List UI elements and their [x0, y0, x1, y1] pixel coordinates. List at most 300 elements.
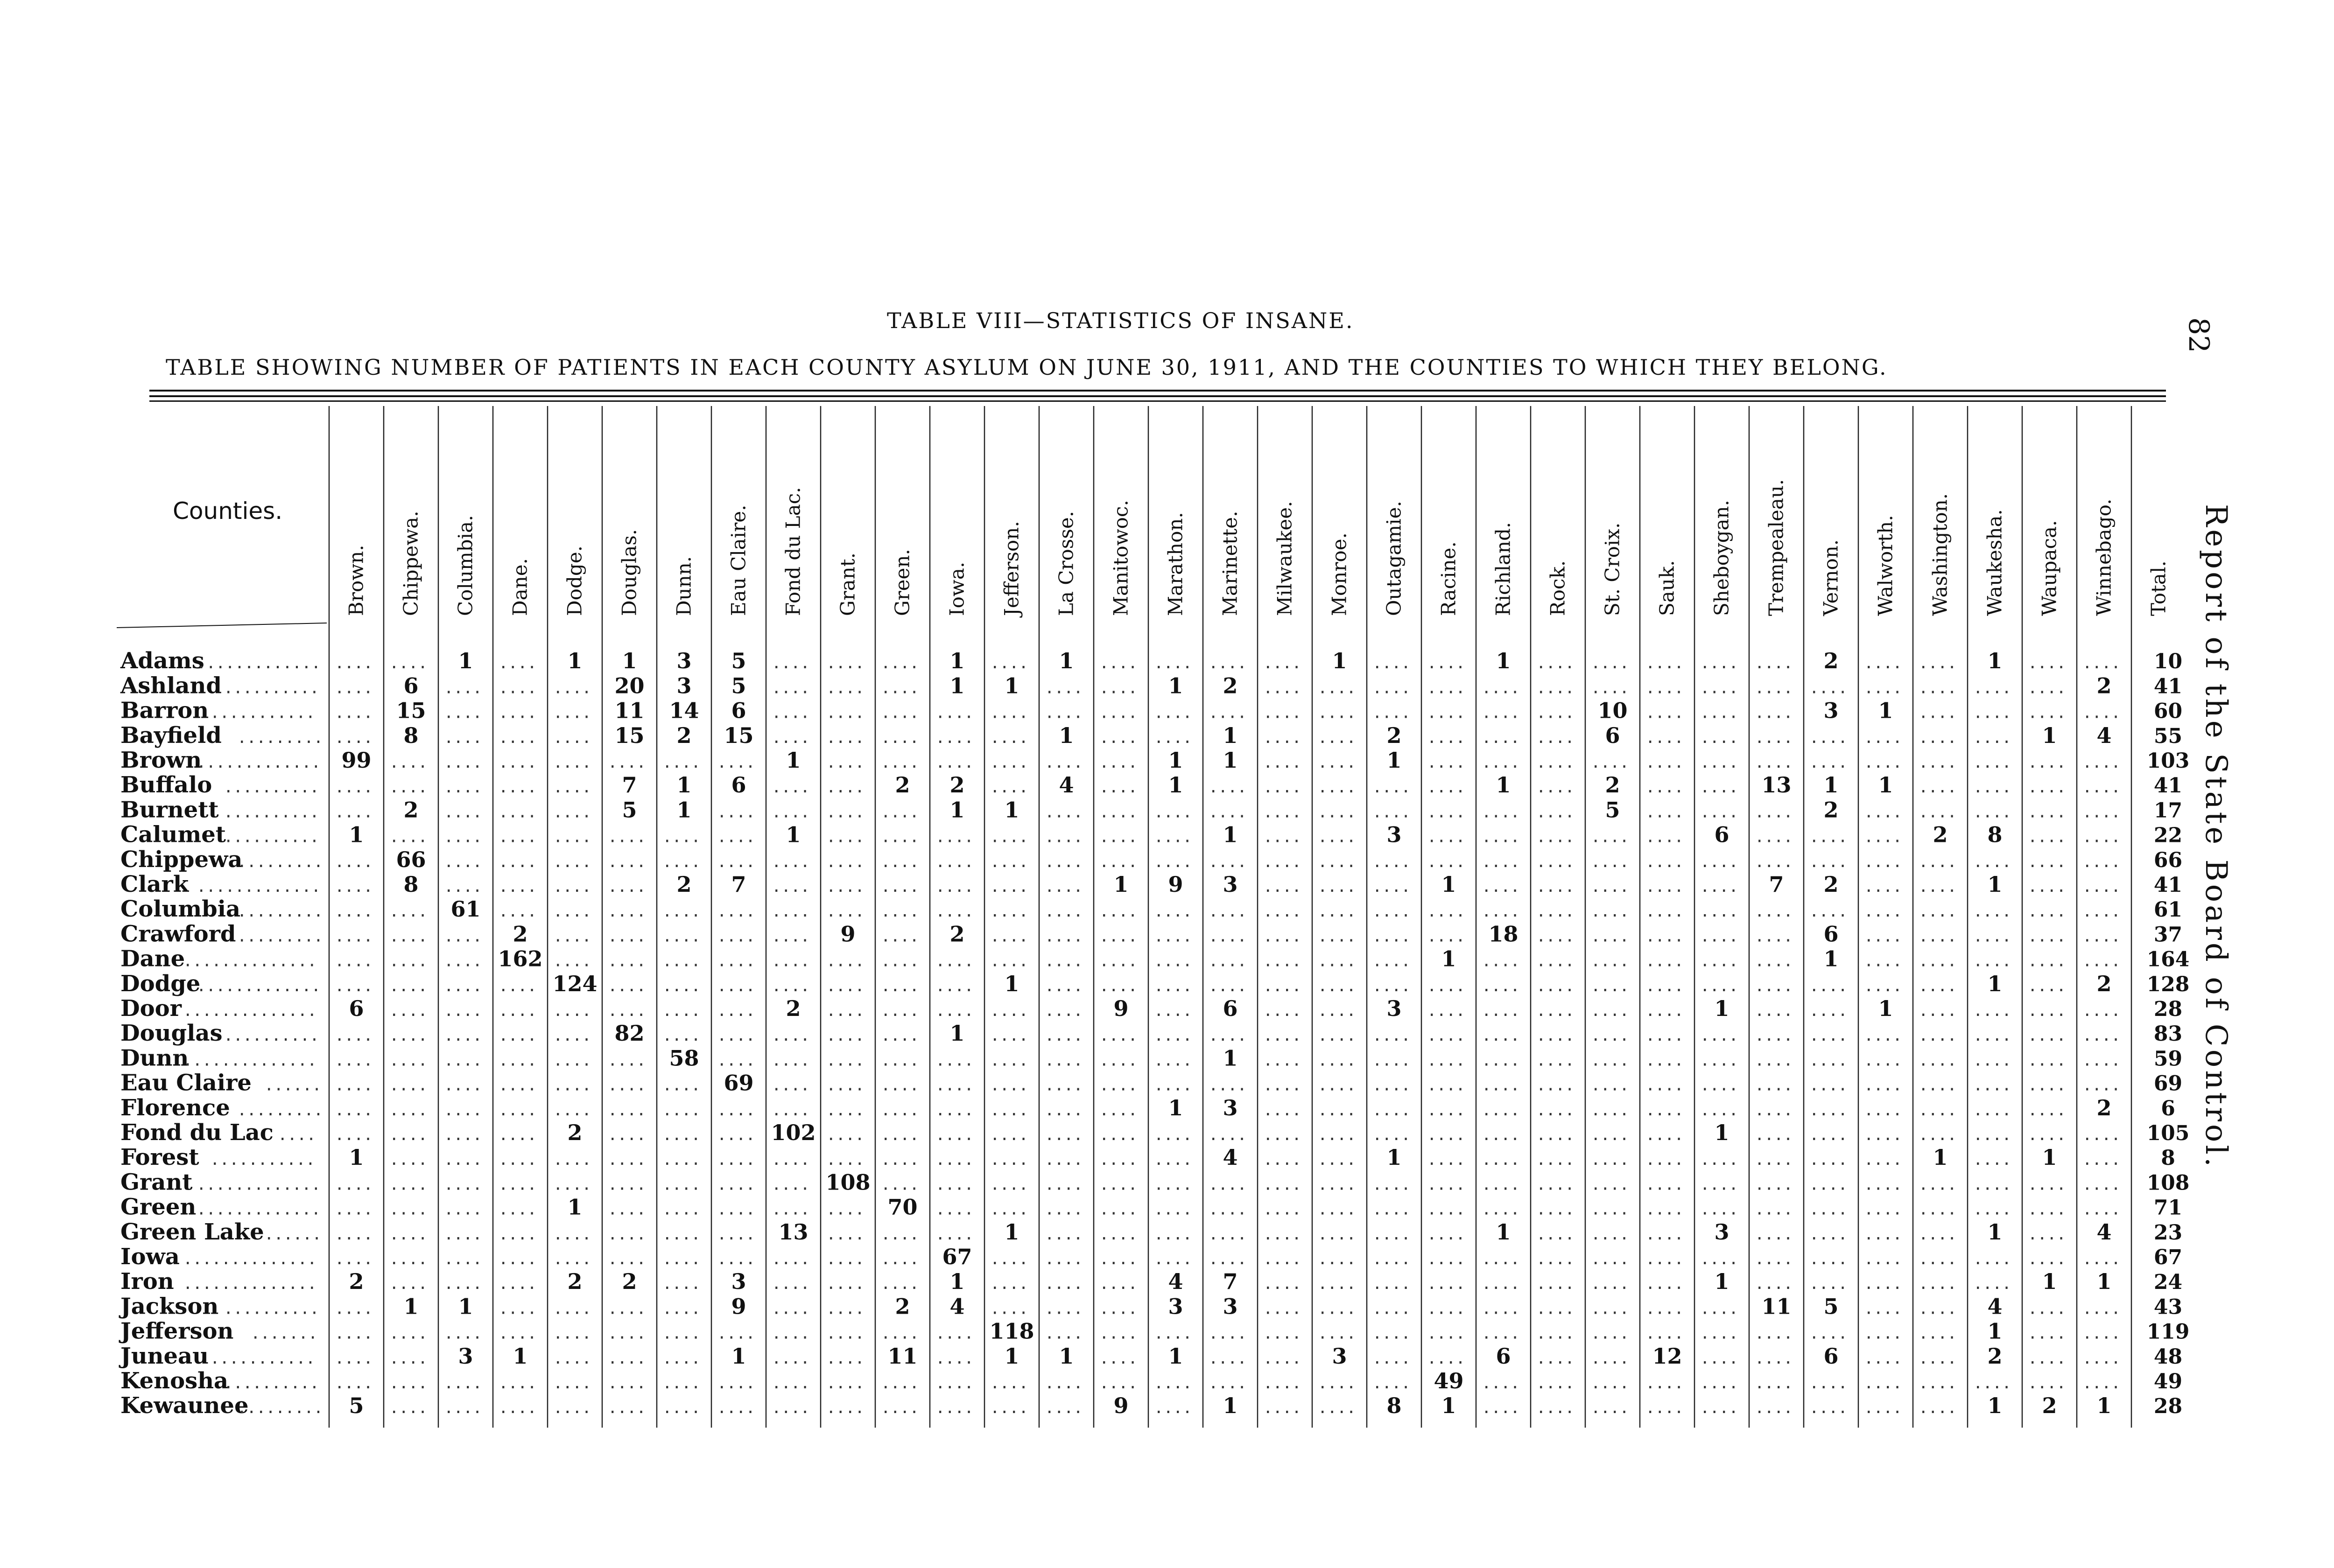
empty-cell-dots: ....: [662, 1150, 701, 1169]
empty-cell-dots: ....: [881, 1001, 919, 1021]
empty-cell-dots: ....: [881, 1076, 919, 1095]
cell-value: 1: [458, 648, 473, 674]
cell-value: 58: [669, 1045, 699, 1071]
empty-cell-dots: ....: [499, 852, 537, 871]
empty-cell-dots: ....: [1099, 679, 1138, 698]
empty-cell-dots: ....: [826, 1026, 865, 1045]
empty-cell-dots: ....: [389, 1051, 428, 1070]
empty-cell-dots: ....: [499, 902, 537, 921]
page-number: 82: [2182, 317, 2215, 353]
cell-value: 1: [1168, 673, 1183, 699]
empty-cell-dots: ....: [2082, 803, 2121, 822]
empty-cell-dots: ....: [2028, 1349, 2066, 1368]
column-header: Washington.: [1928, 493, 1952, 616]
empty-cell-dots: ....: [881, 679, 919, 698]
row-total: 55: [2153, 724, 2183, 748]
empty-cell-dots: ....: [1482, 1076, 1520, 1095]
row-total: 17: [2153, 798, 2183, 823]
cell-value: 1: [1823, 772, 1839, 798]
empty-cell-dots: ....: [1919, 803, 1957, 822]
county-label: Ashland: [120, 672, 222, 699]
empty-cell-dots: ....: [990, 1299, 1028, 1318]
leader-dots: .........: [237, 902, 323, 921]
empty-cell-dots: ....: [1154, 1026, 1192, 1045]
empty-cell-dots: ....: [2082, 1324, 2121, 1343]
empty-cell-dots: ....: [1919, 1274, 1957, 1294]
empty-cell-dots: ....: [1372, 1026, 1411, 1045]
cell-value: 2: [2096, 673, 2112, 699]
cell-value: 1: [1223, 822, 1238, 847]
empty-cell-dots: ....: [1427, 1100, 1465, 1120]
empty-cell-dots: ....: [1318, 1399, 1356, 1418]
empty-cell-dots: ....: [1919, 679, 1957, 698]
empty-cell-dots: ....: [1973, 1100, 2011, 1120]
empty-cell-dots: ....: [1645, 1150, 1684, 1169]
cell-value: 1: [1004, 673, 1019, 699]
empty-cell-dots: ....: [1919, 1200, 1957, 1219]
empty-cell-dots: ....: [990, 927, 1028, 946]
empty-cell-dots: ....: [1154, 1175, 1192, 1194]
empty-cell-dots: ....: [717, 1150, 755, 1169]
empty-cell-dots: ....: [826, 902, 865, 921]
cell-value: 9: [840, 921, 856, 947]
empty-cell-dots: ....: [1045, 1175, 1083, 1194]
empty-cell-dots: ....: [1864, 1250, 1902, 1269]
empty-cell-dots: ....: [1645, 1324, 1684, 1343]
empty-cell-dots: ....: [389, 1175, 428, 1194]
empty-cell-dots: ....: [1318, 1150, 1356, 1169]
empty-cell-dots: ....: [1755, 654, 1793, 673]
empty-cell-dots: ....: [1536, 1374, 1575, 1393]
empty-cell-dots: ....: [335, 1200, 373, 1219]
empty-cell-dots: ....: [1536, 1250, 1575, 1269]
empty-cell-dots: ....: [1372, 1200, 1411, 1219]
empty-cell-dots: ....: [2028, 1374, 2066, 1393]
empty-cell-dots: ....: [1809, 1026, 1848, 1045]
cell-value: 1: [1386, 1145, 1402, 1170]
column-header: Sauk.: [1655, 560, 1679, 616]
empty-cell-dots: ....: [1809, 728, 1848, 747]
column-header: Rock.: [1546, 560, 1569, 616]
column-header: Waupaca.: [2038, 520, 2061, 616]
empty-cell-dots: ....: [2028, 1250, 2066, 1269]
empty-cell-dots: ....: [1755, 927, 1793, 946]
empty-cell-dots: ....: [826, 1274, 865, 1294]
empty-cell-dots: ....: [1482, 1001, 1520, 1021]
cell-value: 3: [731, 1269, 746, 1295]
empty-cell-dots: ....: [1263, 1225, 1301, 1244]
empty-cell-dots: ....: [1536, 1299, 1575, 1318]
empty-cell-dots: ....: [1209, 1324, 1247, 1343]
column-header: Grant.: [836, 553, 859, 616]
empty-cell-dots: ....: [662, 1001, 701, 1021]
empty-cell-dots: ....: [1700, 753, 1738, 772]
empty-cell-dots: ....: [1973, 728, 2011, 747]
row-total: 6: [2161, 1096, 2175, 1120]
empty-cell-dots: ....: [1099, 827, 1138, 847]
cell-value: 82: [614, 1021, 645, 1046]
empty-cell-dots: ....: [1372, 679, 1411, 698]
empty-cell-dots: ....: [1591, 1200, 1629, 1219]
empty-cell-dots: ....: [772, 703, 810, 722]
empty-cell-dots: ....: [1809, 1225, 1848, 1244]
empty-cell-dots: ....: [1482, 1374, 1520, 1393]
empty-cell-dots: ....: [1700, 778, 1738, 797]
empty-cell-dots: ....: [1919, 1051, 1957, 1070]
empty-cell-dots: ....: [1973, 1274, 2011, 1294]
cell-value: 1: [1332, 648, 1347, 674]
empty-cell-dots: ....: [1154, 703, 1192, 722]
empty-cell-dots: ....: [1427, 1051, 1465, 1070]
empty-cell-dots: ....: [990, 1274, 1028, 1294]
empty-cell-dots: ....: [1209, 1374, 1247, 1393]
empty-cell-dots: ....: [499, 778, 537, 797]
empty-cell-dots: ....: [717, 852, 755, 871]
empty-cell-dots: ....: [1755, 1001, 1793, 1021]
empty-cell-dots: ....: [1645, 1100, 1684, 1120]
leader-dots: .............: [197, 1175, 321, 1194]
empty-cell-dots: ....: [1099, 976, 1138, 995]
empty-cell-dots: ....: [772, 1200, 810, 1219]
empty-cell-dots: ....: [1536, 1100, 1575, 1120]
empty-cell-dots: ....: [935, 703, 974, 722]
empty-cell-dots: ....: [1263, 877, 1301, 896]
column-header: Manitowoc.: [1109, 500, 1132, 616]
empty-cell-dots: ....: [1482, 1200, 1520, 1219]
empty-cell-dots: ....: [1919, 1026, 1957, 1045]
empty-cell-dots: ....: [1973, 1026, 2011, 1045]
empty-cell-dots: ....: [1700, 1175, 1738, 1194]
empty-cell-dots: ....: [499, 1324, 537, 1343]
row-total: 41: [2153, 674, 2183, 699]
empty-cell-dots: ....: [1263, 1076, 1301, 1095]
empty-cell-dots: ....: [1536, 902, 1575, 921]
cell-value: 2: [567, 1269, 583, 1295]
empty-cell-dots: ....: [1372, 1100, 1411, 1120]
empty-cell-dots: ....: [990, 1399, 1028, 1418]
empty-cell-dots: ....: [1154, 902, 1192, 921]
empty-cell-dots: ....: [2028, 1299, 2066, 1318]
empty-cell-dots: ....: [662, 1126, 701, 1145]
empty-cell-dots: ....: [826, 827, 865, 847]
empty-cell-dots: ....: [1919, 1076, 1957, 1095]
empty-cell-dots: ....: [935, 827, 974, 847]
empty-cell-dots: ....: [2028, 1001, 2066, 1021]
empty-cell-dots: ....: [826, 1299, 865, 1318]
cell-value: 2: [1823, 797, 1839, 823]
empty-cell-dots: ....: [499, 654, 537, 673]
cell-value: 6: [403, 673, 419, 699]
cell-value: 2: [1223, 673, 1238, 699]
empty-cell-dots: ....: [444, 852, 482, 871]
empty-cell-dots: ....: [662, 1399, 701, 1418]
empty-cell-dots: ....: [881, 927, 919, 946]
cell-value: 3: [1223, 872, 1238, 897]
empty-cell-dots: ....: [1864, 852, 1902, 871]
empty-cell-dots: ....: [2082, 902, 2121, 921]
empty-cell-dots: ....: [1864, 1299, 1902, 1318]
empty-cell-dots: ....: [499, 703, 537, 722]
empty-cell-dots: ....: [1209, 852, 1247, 871]
empty-cell-dots: ....: [1919, 1349, 1957, 1368]
empty-cell-dots: ....: [1427, 1076, 1465, 1095]
empty-cell-dots: ....: [1919, 1399, 1957, 1418]
empty-cell-dots: ....: [2028, 654, 2066, 673]
empty-cell-dots: ....: [499, 877, 537, 896]
empty-cell-dots: ....: [2028, 1225, 2066, 1244]
empty-cell-dots: ....: [1372, 703, 1411, 722]
empty-cell-dots: ....: [1263, 1250, 1301, 1269]
empty-cell-dots: ....: [1045, 877, 1083, 896]
empty-cell-dots: ....: [1263, 1051, 1301, 1070]
empty-cell-dots: ....: [1209, 976, 1247, 995]
cell-value: 2: [2042, 1393, 2057, 1419]
empty-cell-dots: ....: [1154, 1051, 1192, 1070]
empty-cell-dots: ....: [935, 852, 974, 871]
row-total: 103: [2146, 749, 2190, 773]
empty-cell-dots: ....: [1919, 1175, 1957, 1194]
empty-cell-dots: ....: [662, 976, 701, 995]
empty-cell-dots: ....: [1591, 1126, 1629, 1145]
empty-cell-dots: ....: [1372, 1324, 1411, 1343]
empty-cell-dots: ....: [1209, 1225, 1247, 1244]
empty-cell-dots: ....: [1482, 1399, 1520, 1418]
cell-value: 2: [513, 921, 528, 947]
cell-value: 1: [1386, 748, 1402, 773]
empty-cell-dots: ....: [1973, 703, 2011, 722]
empty-cell-dots: ....: [444, 1225, 482, 1244]
cell-value: 1: [949, 673, 965, 699]
empty-cell-dots: ....: [389, 753, 428, 772]
empty-cell-dots: ....: [1591, 1399, 1629, 1418]
empty-cell-dots: ....: [717, 1126, 755, 1145]
empty-cell-dots: ....: [335, 703, 373, 722]
empty-cell-dots: ....: [662, 1250, 701, 1269]
column-header: Douglas.: [618, 529, 641, 616]
empty-cell-dots: ....: [881, 654, 919, 673]
cell-value: 13: [1761, 772, 1792, 798]
empty-cell-dots: ....: [1919, 1225, 1957, 1244]
empty-cell-dots: ....: [826, 1076, 865, 1095]
cell-value: 1: [1168, 1095, 1183, 1120]
empty-cell-dots: ....: [990, 852, 1028, 871]
empty-cell-dots: ....: [1263, 827, 1301, 847]
empty-cell-dots: ....: [1263, 1001, 1301, 1021]
empty-cell-dots: ....: [935, 1200, 974, 1219]
empty-cell-dots: ....: [990, 877, 1028, 896]
leader-dots: .......: [251, 1324, 318, 1343]
empty-cell-dots: ....: [2082, 877, 2121, 896]
leader-dots: ..........: [224, 778, 319, 797]
empty-cell-dots: ....: [1318, 1100, 1356, 1120]
empty-cell-dots: ....: [1482, 1324, 1520, 1343]
empty-cell-dots: ....: [1482, 1150, 1520, 1169]
leader-dots: ...........: [210, 1349, 316, 1368]
cell-value: 10: [1597, 698, 1628, 723]
empty-cell-dots: ....: [1209, 1200, 1247, 1219]
empty-cell-dots: ....: [1755, 1126, 1793, 1145]
empty-cell-dots: ....: [2028, 1175, 2066, 1194]
county-label: Eau Claire: [120, 1070, 252, 1096]
cell-value: 3: [676, 673, 692, 699]
cell-value: 2: [895, 1294, 910, 1319]
empty-cell-dots: ....: [1973, 1126, 2011, 1145]
cell-value: 1: [1441, 872, 1456, 897]
empty-cell-dots: ....: [935, 1100, 974, 1120]
empty-cell-dots: ....: [662, 1076, 701, 1095]
cell-value: 124: [552, 971, 598, 996]
empty-cell-dots: ....: [1700, 703, 1738, 722]
county-label: Chippewa: [120, 846, 243, 873]
empty-cell-dots: ....: [1700, 927, 1738, 946]
empty-cell-dots: ....: [662, 1299, 701, 1318]
empty-cell-dots: ....: [1591, 1001, 1629, 1021]
empty-cell-dots: ....: [444, 927, 482, 946]
empty-cell-dots: ....: [1645, 1126, 1684, 1145]
empty-cell-dots: ....: [662, 827, 701, 847]
empty-cell-dots: ....: [1919, 952, 1957, 971]
empty-cell-dots: ....: [826, 728, 865, 747]
empty-cell-dots: ....: [1919, 778, 1957, 797]
cell-value: 2: [676, 722, 692, 748]
empty-cell-dots: ....: [335, 1051, 373, 1070]
empty-cell-dots: ....: [553, 877, 591, 896]
empty-cell-dots: ....: [1154, 1126, 1192, 1145]
empty-cell-dots: ....: [1536, 927, 1575, 946]
cell-value: 15: [724, 722, 754, 748]
empty-cell-dots: ....: [990, 902, 1028, 921]
empty-cell-dots: ....: [1919, 753, 1957, 772]
empty-cell-dots: ....: [1318, 1225, 1356, 1244]
empty-cell-dots: ....: [1700, 1374, 1738, 1393]
row-total: 83: [2153, 1022, 2183, 1046]
cell-value: 1: [949, 1269, 965, 1295]
empty-cell-dots: ....: [1427, 1349, 1465, 1368]
empty-cell-dots: ....: [1755, 827, 1793, 847]
empty-cell-dots: ....: [389, 1250, 428, 1269]
empty-cell-dots: ....: [1372, 902, 1411, 921]
empty-cell-dots: ....: [935, 1175, 974, 1194]
empty-cell-dots: ....: [717, 1051, 755, 1070]
empty-cell-dots: ....: [1809, 852, 1848, 871]
county-label: Iron: [120, 1268, 174, 1295]
empty-cell-dots: ....: [1482, 976, 1520, 995]
empty-cell-dots: ....: [1427, 778, 1465, 797]
empty-cell-dots: ....: [1591, 927, 1629, 946]
empty-cell-dots: ....: [1864, 952, 1902, 971]
empty-cell-dots: ....: [772, 902, 810, 921]
cell-value: 15: [396, 698, 426, 723]
cell-value: 7: [1223, 1269, 1238, 1295]
row-total: 8: [2161, 1146, 2175, 1170]
leader-dots: ..........: [224, 679, 319, 698]
empty-cell-dots: ....: [935, 1225, 974, 1244]
cell-value: 1: [1987, 648, 2003, 674]
row-total: 41: [2153, 873, 2183, 897]
cell-value: 6: [731, 698, 746, 723]
row-total: 28: [2153, 997, 2183, 1022]
empty-cell-dots: ....: [1700, 1026, 1738, 1045]
empty-cell-dots: ....: [1591, 1299, 1629, 1318]
empty-cell-dots: ....: [1045, 1250, 1083, 1269]
cell-value: 2: [622, 1269, 637, 1295]
empty-cell-dots: ....: [1372, 976, 1411, 995]
empty-cell-dots: ....: [1755, 1399, 1793, 1418]
empty-cell-dots: ....: [1755, 902, 1793, 921]
cell-value: 13: [778, 1219, 808, 1245]
empty-cell-dots: ....: [2028, 778, 2066, 797]
empty-cell-dots: ....: [1427, 1026, 1465, 1045]
empty-cell-dots: ....: [389, 654, 428, 673]
empty-cell-dots: ....: [772, 1349, 810, 1368]
cell-value: 2: [1386, 722, 1402, 748]
empty-cell-dots: ....: [1318, 1200, 1356, 1219]
empty-cell-dots: ....: [1318, 1250, 1356, 1269]
empty-cell-dots: ....: [335, 1349, 373, 1368]
empty-cell-dots: ....: [1591, 1150, 1629, 1169]
cell-value: 3: [1332, 1343, 1347, 1369]
empty-cell-dots: ....: [1536, 1324, 1575, 1343]
empty-cell-dots: ....: [1919, 1299, 1957, 1318]
empty-cell-dots: ....: [1591, 1349, 1629, 1368]
empty-cell-dots: ....: [1973, 1374, 2011, 1393]
empty-cell-dots: ....: [1809, 1274, 1848, 1294]
empty-cell-dots: ....: [389, 1076, 428, 1095]
cell-value: 49: [1434, 1368, 1464, 1394]
empty-cell-dots: ....: [1154, 1076, 1192, 1095]
empty-cell-dots: ....: [444, 679, 482, 698]
cell-value: 4: [1059, 772, 1074, 798]
empty-cell-dots: ....: [1700, 1051, 1738, 1070]
empty-cell-dots: ....: [826, 1200, 865, 1219]
cell-value: 2: [1605, 772, 1620, 798]
empty-cell-dots: ....: [1045, 803, 1083, 822]
empty-cell-dots: ....: [1099, 703, 1138, 722]
empty-cell-dots: ....: [1536, 852, 1575, 871]
empty-cell-dots: ....: [499, 1374, 537, 1393]
row-total: 48: [2153, 1344, 2183, 1369]
cell-value: 1: [949, 648, 965, 674]
empty-cell-dots: ....: [608, 1399, 646, 1418]
empty-cell-dots: ....: [1099, 1274, 1138, 1294]
column-header: Sheboygan.: [1710, 500, 1733, 616]
empty-cell-dots: ....: [1099, 1225, 1138, 1244]
leader-dots: ..............: [183, 1250, 317, 1269]
empty-cell-dots: ....: [1209, 927, 1247, 946]
empty-cell-dots: ....: [1318, 728, 1356, 747]
empty-cell-dots: ....: [444, 1026, 482, 1045]
empty-cell-dots: ....: [662, 753, 701, 772]
empty-cell-dots: ....: [1154, 1225, 1192, 1244]
empty-cell-dots: ....: [1318, 679, 1356, 698]
empty-cell-dots: ....: [1864, 1324, 1902, 1343]
empty-cell-dots: ....: [881, 1150, 919, 1169]
county-label: Fond du Lac: [120, 1120, 274, 1146]
cell-value: 1: [1168, 1343, 1183, 1369]
county-label: Burnett: [120, 797, 219, 823]
empty-cell-dots: ....: [2082, 1175, 2121, 1194]
empty-cell-dots: ....: [826, 654, 865, 673]
cell-value: 4: [1987, 1294, 2003, 1319]
empty-cell-dots: ....: [1099, 1051, 1138, 1070]
county-label: Jefferson: [120, 1318, 234, 1344]
cell-value: 1: [2042, 722, 2057, 748]
empty-cell-dots: ....: [826, 1399, 865, 1418]
county-label: Florence: [120, 1094, 230, 1121]
empty-cell-dots: ....: [608, 1225, 646, 1244]
leader-dots: ...........: [210, 1150, 316, 1169]
empty-cell-dots: ....: [1700, 852, 1738, 871]
